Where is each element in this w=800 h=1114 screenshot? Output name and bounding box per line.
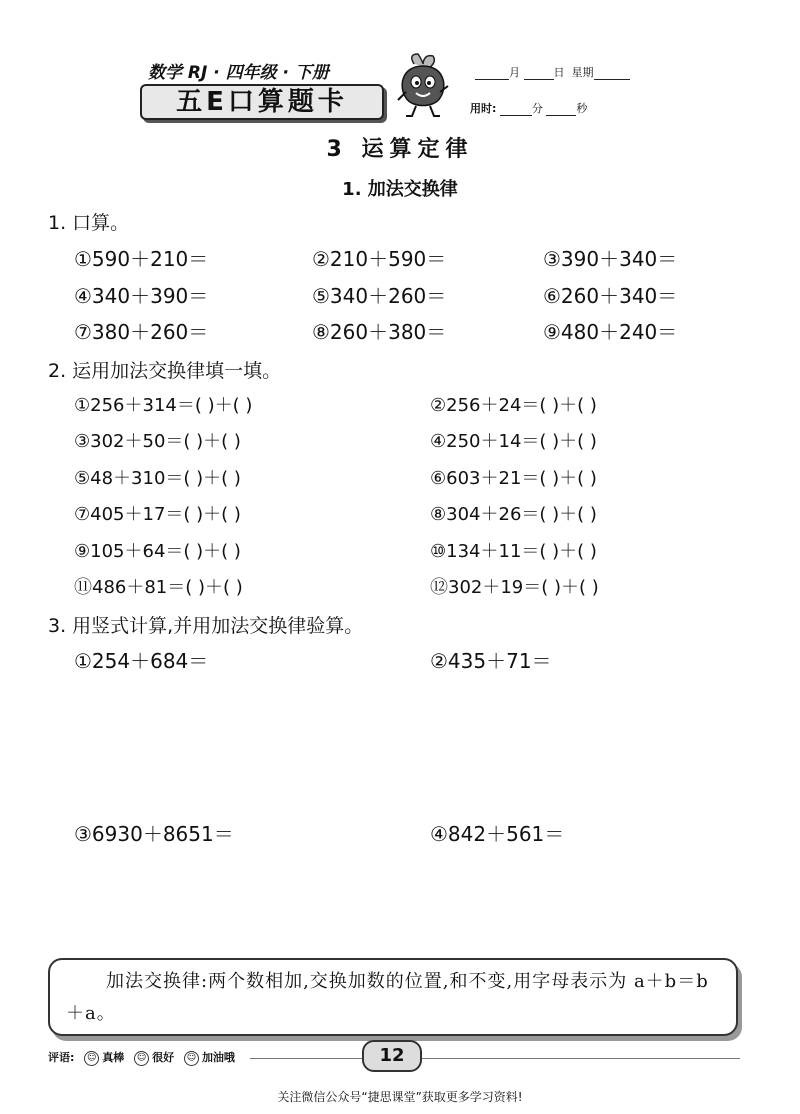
day-label: 日 — [553, 66, 565, 79]
q1-item: ③390＋340＝ — [543, 247, 678, 271]
q2-item: ④250＋14＝( )＋( ) — [430, 431, 597, 452]
q2-item: ⑪486＋81＝( )＋( ) — [74, 577, 243, 598]
mascot-icon — [392, 52, 454, 124]
date-line — [475, 64, 630, 80]
day-blank[interactable] — [524, 79, 554, 80]
second-label: 秒 — [576, 102, 588, 115]
q2-item: ⑥603＋21＝( )＋( ) — [430, 468, 597, 489]
q1-item: ⑧260＋380＝ — [312, 320, 447, 344]
subject-line: 数学 RJ · 四年级 · 下册 — [148, 63, 329, 83]
rule-text: 加法交换律:两个数相加,交换加数的位置,和不变,用字母表示为 a＋b＝b＋a。 — [66, 971, 709, 1024]
time-label: 用时: — [470, 102, 497, 115]
q2-title: 2. 运用加法交换律填一填。 — [48, 360, 282, 382]
rating-bar — [48, 1049, 235, 1066]
q2-item: ⑤48＋310＝( )＋( ) — [74, 468, 241, 489]
q2-item: ⑦405＋17＝( )＋( ) — [74, 504, 241, 525]
answer-blanks[interactable]: ( )＋( ) — [539, 395, 597, 416]
week-blank[interactable] — [594, 79, 630, 80]
q2-item: ③302＋50＝( )＋( ) — [74, 431, 241, 452]
q2-item: ②256＋24＝( )＋( ) — [430, 395, 597, 416]
time-line — [470, 100, 587, 116]
cheer-face-icon[interactable]: ☺ — [184, 1051, 199, 1066]
rating-label: 评语: — [48, 1051, 75, 1064]
month-label: 月 — [509, 66, 520, 79]
q3-item: ③6930＋8651＝ — [74, 822, 234, 846]
minute-label: 分 — [531, 102, 543, 115]
q1-item: ⑤340＋260＝ — [312, 284, 447, 308]
great-face-icon[interactable]: ☺ — [84, 1051, 99, 1066]
q2-item: ①256＋314＝( )＋( ) — [74, 395, 253, 416]
q1-item: ⑥260＋340＝ — [543, 284, 678, 308]
q1-item: ②210＋590＝ — [312, 247, 447, 271]
rule-box — [48, 958, 738, 1036]
page-number: 12 — [362, 1040, 422, 1072]
answer-blanks[interactable]: ( )＋( ) — [183, 468, 241, 489]
answer-blanks[interactable]: ( )＋( ) — [185, 577, 243, 598]
answer-blanks[interactable]: ( )＋( ) — [539, 504, 597, 525]
minute-blank[interactable] — [500, 115, 532, 116]
rating-keep-going: 加油哦 — [201, 1051, 235, 1064]
q1-title: 1. 口算。 — [48, 212, 130, 234]
month-blank[interactable] — [475, 79, 509, 80]
q3-item: ①254＋684＝ — [74, 649, 209, 673]
rating-good: 很好 — [152, 1051, 175, 1064]
answer-blanks[interactable]: ( )＋( ) — [541, 577, 599, 598]
good-face-icon[interactable]: ☺ — [134, 1051, 149, 1066]
q1-item: ④340＋390＝ — [74, 284, 209, 308]
answer-blanks[interactable]: ( )＋( ) — [183, 431, 241, 452]
q3-item: ④842＋561＝ — [430, 822, 565, 846]
footer-divider — [250, 1058, 740, 1059]
card-title: 五E口算题卡 — [140, 84, 384, 120]
section-title: 1. 加法交换律 — [342, 179, 458, 200]
q2-item: ⑫302＋19＝( )＋( ) — [430, 577, 599, 598]
answer-blanks[interactable]: ( )＋( ) — [539, 468, 597, 489]
rating-great: 真棒 — [102, 1051, 125, 1064]
answer-blanks[interactable]: ( )＋( ) — [183, 541, 241, 562]
q1-item: ①590＋210＝ — [74, 247, 209, 271]
q2-item: ⑧304＋26＝( )＋( ) — [430, 504, 597, 525]
q1-item: ⑨480＋240＝ — [543, 320, 678, 344]
chapter-title: 3 运算定律 — [326, 137, 474, 162]
answer-blanks[interactable]: ( )＋( ) — [539, 431, 597, 452]
footer-note: 关注微信公众号“捷思课堂”获取更多学习资料! — [277, 1090, 523, 1104]
q3-item: ②435＋71＝ — [430, 649, 552, 673]
q1-item: ⑦380＋260＝ — [74, 320, 209, 344]
week-label: 星期 — [571, 66, 594, 79]
q3-title: 3. 用竖式计算,并用加法交换律验算。 — [48, 615, 364, 637]
answer-blanks[interactable]: ( )＋( ) — [183, 504, 241, 525]
q2-item: ⑩134＋11＝( )＋( ) — [430, 541, 597, 562]
q2-item: ⑨105＋64＝( )＋( ) — [74, 541, 241, 562]
answer-blanks[interactable]: ( )＋( ) — [194, 395, 253, 416]
second-blank[interactable] — [546, 115, 576, 116]
answer-blanks[interactable]: ( )＋( ) — [539, 541, 597, 562]
